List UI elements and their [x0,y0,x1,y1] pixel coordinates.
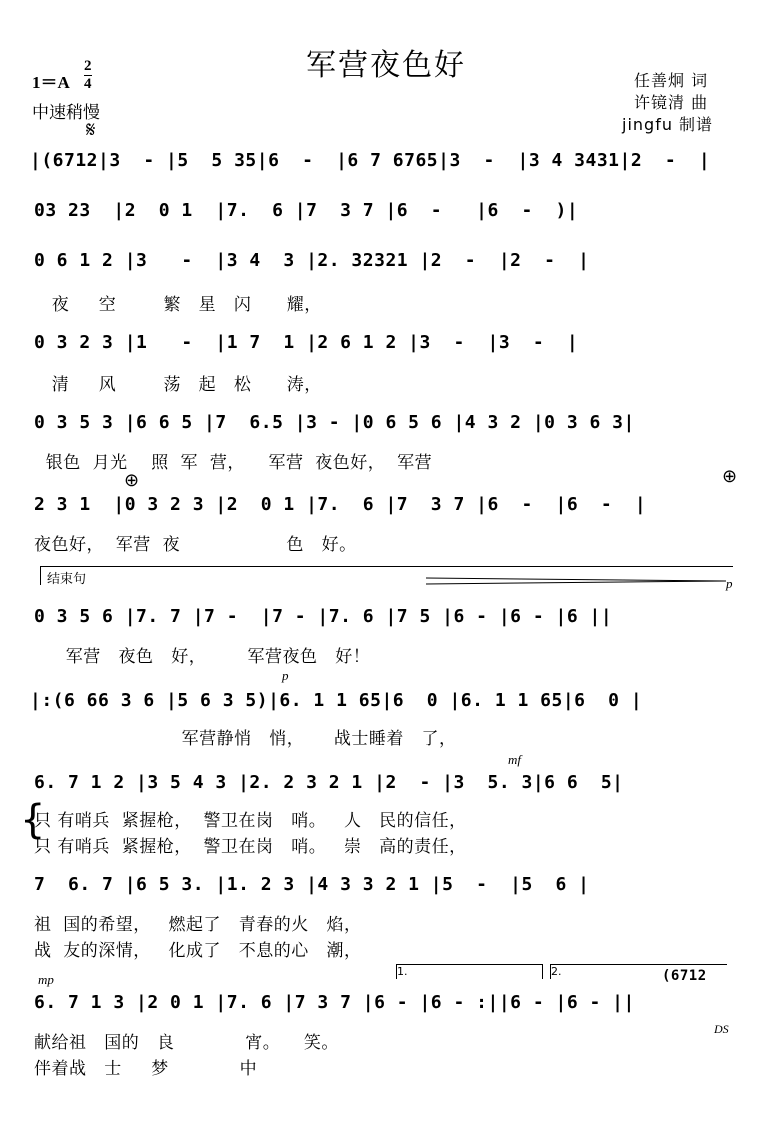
lyric-line-9b: 只 有哨兵 紧握枪， 警卫在岗 哨。 崇 高的责任， [34,837,467,857]
lyric-line-5: 银色 月光 照 军 营， 军营 夜色好， 军营 [34,453,433,473]
staff-line-10: 7 6. 7 |6 5 3. |1. 2 3 |4 3 3 2 1 |5 - |5 6 | [34,874,590,895]
tempo-marking: 中速稍慢 [32,103,100,123]
staff-line-2: 03 23 |2 0 1 |7. 6 |7 3 7 |6 - |6 - )| [34,200,579,221]
lyric-line-11b: 伴着战 士 梦 中 [34,1059,258,1079]
staff-line-11: 6. 7 1 3 |2 0 1 |7. 6 |7 3 7 |6 - |6 - :||6 - |6 - || [34,992,635,1013]
coda-icon: ⊕ [722,466,738,487]
lyric-line-10b: 战 友的深情， 化成了 不息的心 潮， [34,941,362,961]
lyric-line-8: 军营静悄 悄， 战士睡着 了， [34,729,457,749]
decrescendo-hairpin [426,576,726,586]
lyric-line-11a: 献给祖 国的 良 宵。 笑。 [34,1033,339,1053]
coda-icon: ⊕ [124,470,140,491]
meter-denominator: 4 [84,76,92,92]
staff-line-1: |(6712|3 - |5 5 35|6 - |6 7 6765|3 - |3 4 3431|2 - | [30,150,711,171]
dynamic-mf: mf [508,752,521,767]
staff-line-8: |:(6 66 3 6 |5 6 3 5)|6. 1 1 65|6 0 |6. 1 1 65|6 0 | [30,690,643,711]
lyric-line-3: 夜 空 繁 星 闪 耀， [34,295,322,315]
ds-marking: DS [714,1022,729,1036]
key-signature: 1＝A [32,73,70,92]
staff-line-9: 6. 7 1 2 |3 5 4 3 |2. 2 3 2 1 |2 - |3 5. 3|6 6 5| [34,772,624,793]
pickup-notes: (6712 [662,968,707,984]
time-signature [84,58,92,93]
volta-1-label: 1. [397,965,408,978]
lyric-line-7: 军营 夜色 好， 军营夜色 好！ [54,647,371,667]
page-title: 军营夜色好 [306,48,466,83]
lyric-line-6: 夜色好， 军营 夜 色 好。 [34,535,357,555]
volta-1 [396,964,543,979]
segno-icon: 𝄋 [86,118,96,143]
staff-line-4: 0 3 2 3 |1 - |1 7 1 |2 6 1 2 |3 - |3 - | [34,332,579,353]
dynamic-p: p [282,668,289,683]
lyricist-credit: 任善炯 词 [634,71,709,90]
composer-credit: 许镜清 曲 [634,93,709,112]
arranger-credit: jingfu 制谱 [622,115,714,134]
lyric-line-9a: 只 有哨兵 紧握枪， 警卫在岗 哨。 人 民的信任， [34,811,467,831]
staff-line-6: 2 3 1 |0 3 2 3 |2 0 1 |7. 6 |7 3 7 |6 - |6 - | [34,494,647,515]
staff-line-7: 0 3 5 6 |7. 7 |7 - |7 - |7. 6 |7 5 |6 - |6 - |6 || [34,606,613,627]
lyric-line-4: 清 风 荡 起 松 涛， [34,375,322,395]
lyric-line-10a: 祖 国的希望， 燃起了 青春的火 焰， [34,915,362,935]
verse-brace: { [20,797,46,843]
dynamic-mp: mp [38,972,54,987]
meter-numerator: 2 [84,58,92,74]
ending-label: 结束句 [47,572,87,587]
staff-line-3: 0 6 1 2 |3 - |3 4 3 |2. 32321 |2 - |2 - | [34,250,590,271]
volta-2-label: 2. [551,965,562,978]
dynamic-p: p [726,576,733,591]
staff-line-5: 0 3 5 3 |6 6 5 |7 6.5 |3 - |0 6 5 6 |4 3 2 |0 3 6 3| [34,412,635,433]
